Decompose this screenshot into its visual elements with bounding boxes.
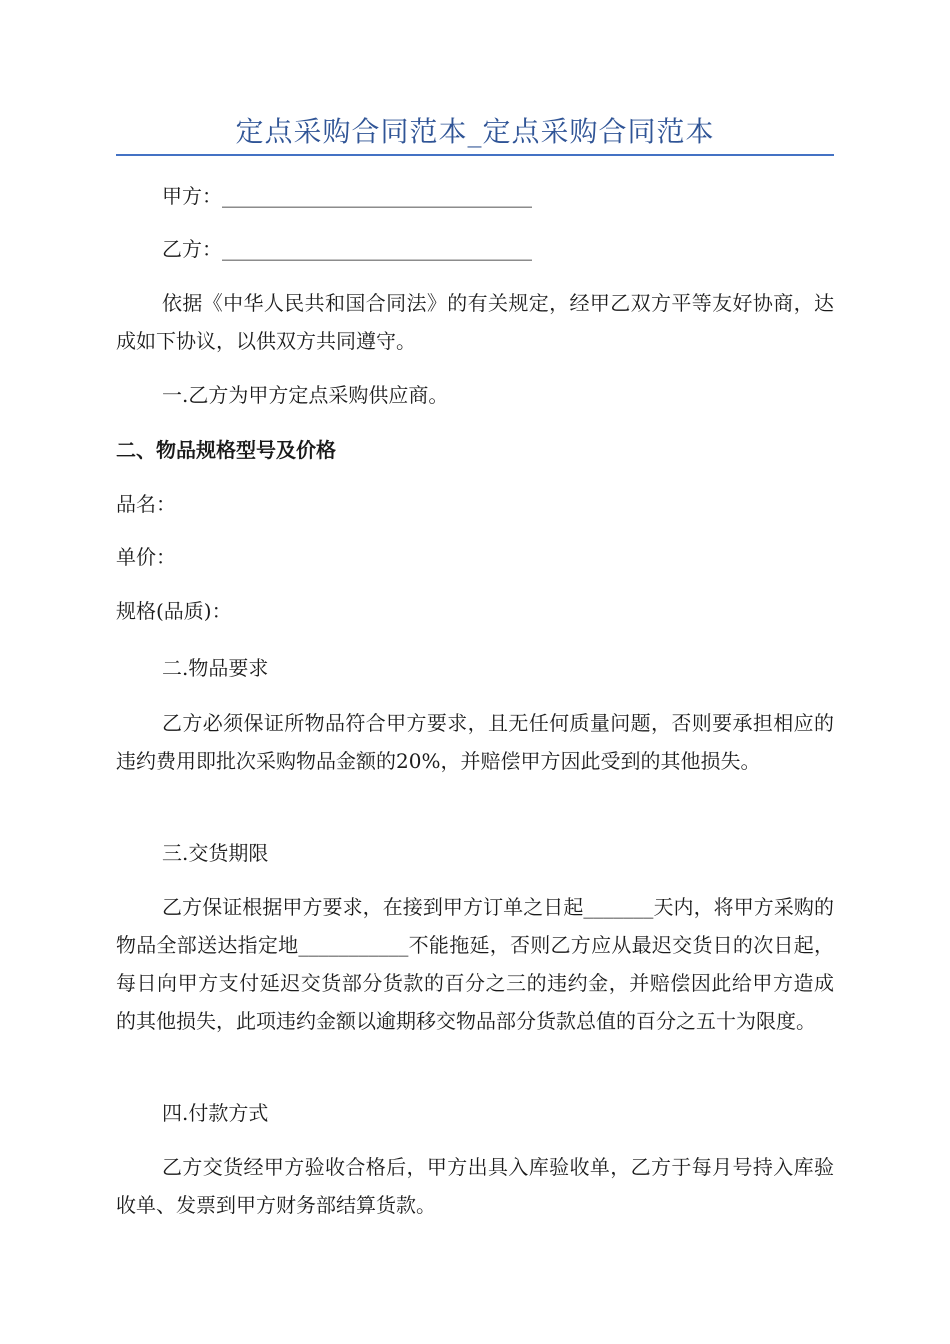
clause-3-paragraph: 乙方保证根据甲方要求，在接到甲方订单之日起_______天内，将甲方采购的物品全部送达指定地___________不能拖延，否则乙方应从最迟交货日的次日起，每日向甲方支付延迟交货部分货款的百分之三的违约金，并赔偿因此给甲方造成的其他损失，此项违约金额以逾期移交物品部分货款总值的百分之五十为限度。 xyxy=(116,895,834,1033)
party-a-line: 甲方：_______________________________ xyxy=(162,184,532,208)
clause-3-heading: 三.交货期限 xyxy=(162,841,269,865)
document-title: 定点采购合同范本_定点采购合同范本 xyxy=(235,115,715,148)
field-unit-price: 单价： xyxy=(116,545,176,569)
clause-4-paragraph: 乙方交货经甲方验收合格后，甲方出具入库验收单，乙方于每月号持入库验收单、发票到甲方财务部结算货款。 xyxy=(116,1155,834,1217)
clause-1-text: 一.乙方为甲方定点采购供应商。 xyxy=(162,383,449,407)
field-specification: 规格(品质)： xyxy=(116,599,232,623)
clause-4-heading: 四.付款方式 xyxy=(162,1101,269,1125)
clause-2-heading: 二.物品要求 xyxy=(162,656,269,680)
clause-2-paragraph: 乙方必须保证所物品符合甲方要求，且无任何质量问题，否则要承担相应的违约费用即批次采购物品金额的20%，并赔偿甲方因此受到的其他损失。 xyxy=(116,711,834,773)
party-b-line: 乙方：_______________________________ xyxy=(162,237,532,261)
preamble-paragraph: 依据《中华人民共和国合同法》的有关规定，经甲乙双方平等友好协商，达成如下协议，以供双方共同遵守。 xyxy=(116,291,834,353)
title-underline xyxy=(116,154,834,156)
section-heading-specs: 二、物品规格型号及价格 xyxy=(116,438,336,462)
field-product-name: 品名： xyxy=(116,492,176,516)
